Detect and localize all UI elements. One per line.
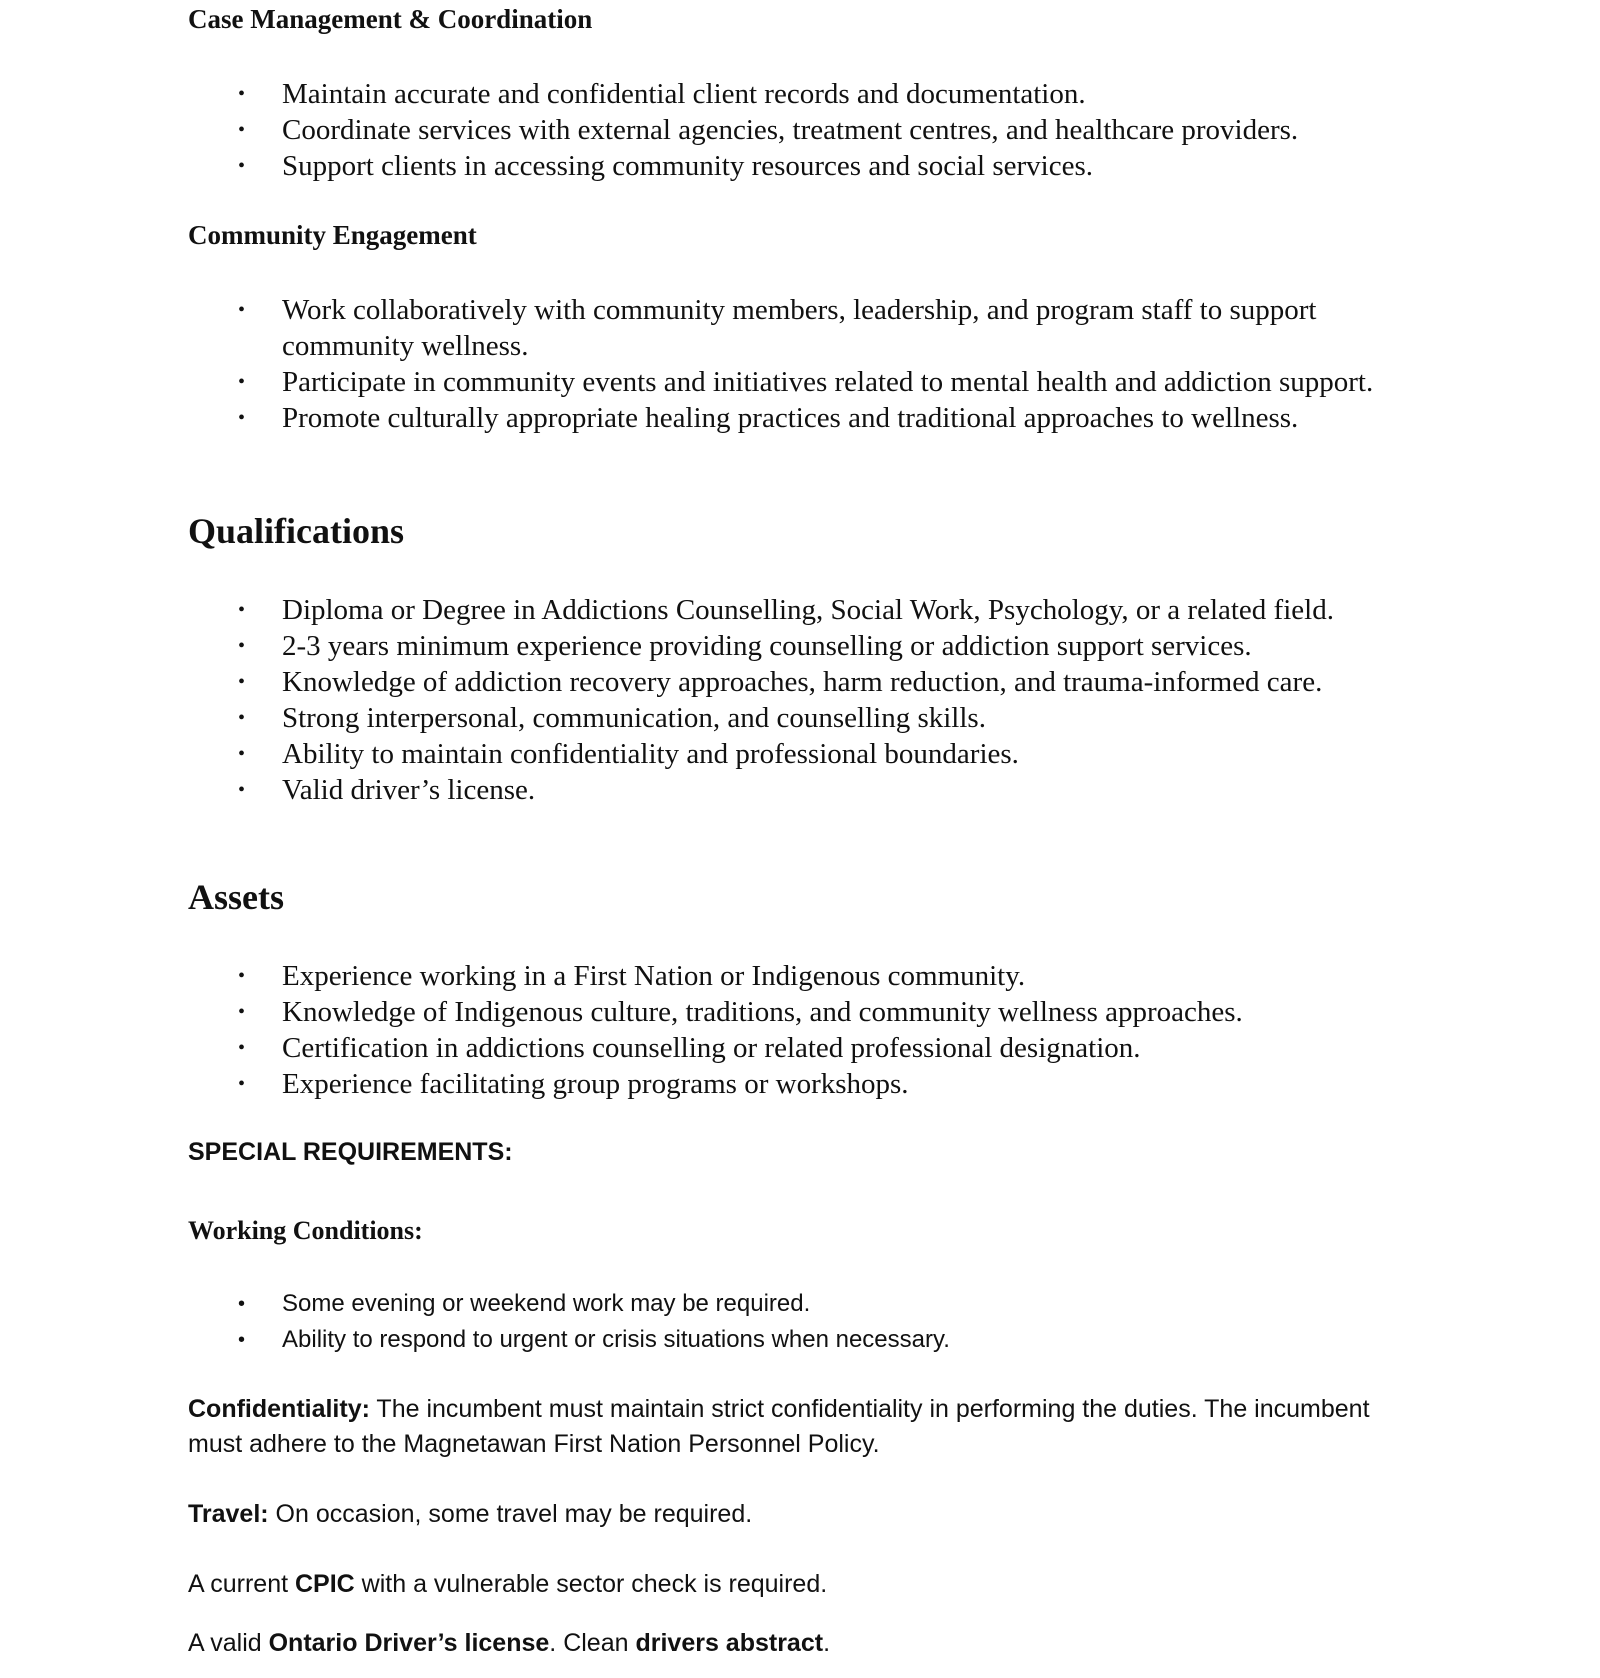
list-item	[0, 736, 1600, 772]
case-management-list	[0, 76, 1600, 184]
list-item-text: Knowledge of Indigenous culture, traditions, and community wellness approaches.	[282, 996, 1243, 1028]
bullet-icon: •	[238, 299, 246, 321]
list-item-text: Support clients in accessing community resources and social services.	[282, 150, 1093, 182]
bullet-icon: •	[238, 119, 246, 141]
travel-text: On occasion, some travel may be required.	[268, 1500, 753, 1528]
assets-heading: Assets	[188, 877, 284, 917]
license-middle: . Clean	[549, 1629, 636, 1657]
list-item	[0, 76, 1600, 112]
travel-label: Travel:	[188, 1500, 269, 1528]
list-item-text: Certification in addictions counselling or related professional designation.	[282, 1032, 1141, 1064]
license-paragraph	[188, 1626, 1388, 1661]
bullet-icon: •	[238, 1001, 246, 1023]
bullet-icon: •	[238, 1073, 246, 1095]
list-item-text: Knowledge of addiction recovery approaches, harm reduction, and trauma-informed care.	[282, 666, 1323, 698]
list-item-text: Work collaboratively with community members, leadership, and program staff to support community wellness.	[282, 294, 1317, 362]
list-item-text: Strong interpersonal, communication, and counselling skills.	[282, 702, 986, 734]
bullet-icon: •	[238, 635, 246, 657]
list-item-text: Some evening or weekend work may be required.	[282, 1290, 811, 1317]
list-item-text: Ability to maintain confidentiality and professional boundaries.	[282, 738, 1019, 770]
license-bold: Ontario Driver’s license	[268, 1629, 550, 1657]
bullet-icon: •	[238, 599, 246, 621]
list-item	[0, 1322, 1600, 1358]
list-item	[0, 292, 1600, 364]
list-item	[0, 112, 1600, 148]
bullet-icon: •	[238, 407, 246, 429]
list-item	[0, 994, 1600, 1030]
list-item-text: Coordinate services with external agencies, treatment centres, and healthcare providers.	[282, 114, 1299, 146]
abstract-bold: drivers abstract	[635, 1629, 824, 1657]
cpic-suffix: with a vulnerable sector check is required.	[354, 1570, 828, 1598]
bullet-icon: •	[238, 965, 246, 987]
license-prefix: A valid	[188, 1629, 269, 1657]
confidentiality-label: Confidentiality:	[188, 1395, 370, 1423]
community-engagement-heading: Community Engagement	[188, 220, 477, 250]
cpic-bold: CPIC	[295, 1570, 355, 1598]
list-item	[0, 148, 1600, 184]
list-item	[0, 592, 1600, 628]
list-item-text: 2-3 years minimum experience providing counselling or addiction support services.	[282, 630, 1252, 662]
list-item-text: Ability to respond to urgent or crisis situations when necessary.	[282, 1326, 950, 1353]
list-item-text: Experience facilitating group programs or workshops.	[282, 1068, 909, 1100]
bullet-icon: •	[238, 83, 246, 105]
list-item	[0, 364, 1600, 400]
qualifications-list	[0, 592, 1600, 808]
working-conditions-heading: Working Conditions:	[188, 1216, 423, 1245]
list-item	[0, 664, 1600, 700]
confidentiality-text: The incumbent must maintain strict confidentiality in performing the duties. The incumbent must adhere to the Magnetawan First Nation Personnel Policy.	[188, 1395, 1370, 1458]
list-item	[0, 700, 1600, 736]
list-item-text: Participate in community events and initiatives related to mental health and addiction support.	[282, 366, 1374, 398]
bullet-icon: •	[238, 743, 246, 765]
list-item	[0, 1066, 1600, 1102]
list-item-text: Promote culturally appropriate healing practices and traditional approaches to wellness.	[282, 402, 1299, 434]
list-item	[0, 400, 1600, 436]
case-management-heading: Case Management & Coordination	[188, 4, 593, 34]
list-item-text: Experience working in a First Nation or Indigenous community.	[282, 960, 1026, 992]
bullet-icon: •	[238, 1329, 246, 1351]
list-item-text: Valid driver’s license.	[282, 774, 536, 806]
bullet-icon: •	[238, 707, 246, 729]
list-item	[0, 1286, 1600, 1322]
community-engagement-list	[0, 292, 1600, 436]
bullet-icon: •	[238, 671, 246, 693]
bullet-icon: •	[238, 1293, 246, 1315]
confidentiality-paragraph	[188, 1392, 1388, 1462]
qualifications-heading: Qualifications	[188, 511, 405, 551]
travel-paragraph	[188, 1497, 1388, 1532]
bullet-icon: •	[238, 1037, 246, 1059]
list-item-text: Diploma or Degree in Addictions Counselling, Social Work, Psychology, or a related field.	[282, 594, 1334, 626]
cpic-paragraph	[188, 1567, 1388, 1602]
special-requirements-heading: SPECIAL REQUIREMENTS:	[188, 1138, 513, 1166]
bullet-icon: •	[238, 371, 246, 393]
cpic-prefix: A current	[188, 1570, 295, 1598]
bullet-icon: •	[238, 779, 246, 801]
working-conditions-list	[0, 1286, 1600, 1358]
license-suffix: .	[823, 1629, 831, 1657]
list-item	[0, 628, 1600, 664]
list-item	[0, 1030, 1600, 1066]
list-item	[0, 958, 1600, 994]
list-item	[0, 772, 1600, 808]
assets-list	[0, 958, 1600, 1102]
bullet-icon: •	[238, 155, 246, 177]
list-item-text: Maintain accurate and confidential client records and documentation.	[282, 78, 1086, 110]
